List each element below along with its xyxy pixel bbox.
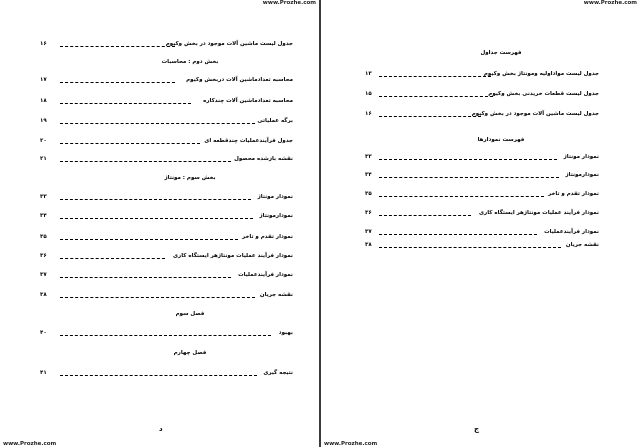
entry-page: ۴۰ (40, 330, 47, 336)
toc-entry (365, 111, 599, 119)
entry-label: نمودار تقدم و تاخر (242, 234, 293, 240)
toc-entry (40, 292, 293, 300)
section-heading: بخش سوم : مونتاژ (164, 175, 216, 181)
entry-label: بهبود (278, 330, 293, 336)
dot-leader (60, 123, 255, 124)
entry-label: محاسبه تعدادماشین آلات چندکاره (203, 98, 293, 104)
entry-page: ۱۸ (40, 98, 47, 104)
dot-leader (379, 215, 471, 216)
dot-leader (379, 234, 537, 235)
entry-label: نتیجه گیری (263, 370, 293, 376)
toc-entry (40, 156, 293, 164)
toc-entry (365, 71, 599, 79)
dot-leader (60, 46, 175, 47)
toc-entry (40, 98, 293, 106)
entry-page: ۲۰ (40, 138, 47, 144)
entry-label: برگه عملیاتی (257, 118, 293, 124)
entry-page: ۳۷ (40, 272, 47, 278)
list-of-tables-heading: فهرست جداول (480, 50, 522, 56)
entry-page: ۱۳ (365, 71, 372, 77)
entry-page: ۳۴ (365, 172, 372, 178)
dot-leader (60, 82, 175, 83)
dot-leader (379, 247, 561, 248)
site-watermark-bottom: www.Prozhe.com (3, 441, 57, 447)
entry-label: نمودار مونتاژ (257, 194, 293, 200)
dot-leader (379, 116, 481, 117)
entry-page: ۱۶ (40, 41, 47, 47)
dot-leader (60, 239, 238, 240)
entry-page: ۱۷ (40, 77, 47, 83)
entry-label: نمودار فرآیند عملیات مونتاژهر ایستگاه کاری (173, 253, 293, 259)
toc-entry (40, 118, 293, 126)
dot-leader (60, 161, 231, 162)
toc-entry (365, 242, 599, 250)
entry-label: نقشه جریان (565, 242, 599, 248)
dot-leader (60, 218, 253, 219)
entry-page: ۳۸ (365, 242, 372, 248)
left-page (0, 0, 319, 447)
entry-page: ۱۹ (40, 118, 47, 124)
toc-entry (40, 370, 293, 378)
entry-page: ۳۶ (40, 253, 47, 259)
entry-label: نمودار تقدم و تاخر (548, 191, 599, 197)
site-watermark-top: www.Prozhe.com (583, 0, 637, 6)
entry-page: ۳۳ (40, 194, 47, 200)
entry-page: ۳۴ (40, 213, 47, 219)
dot-leader (60, 375, 257, 376)
entry-label: جدول فرآیندعملیات چندقطعه ای (204, 138, 293, 144)
entry-page: ۴۱ (40, 370, 47, 376)
entry-label: محاسبه تعدادماشین آلات دربخش وکیوم (186, 77, 293, 83)
toc-entry (40, 138, 293, 146)
entry-label: نمودارمونتاژ (259, 213, 293, 219)
toc-entry (40, 253, 293, 261)
chapter-heading: فصل سوم (175, 311, 205, 317)
entry-page: ۳۳ (365, 154, 372, 160)
entry-label: نقشه جریان (259, 292, 293, 298)
toc-entry (40, 41, 293, 49)
dot-leader (60, 335, 271, 336)
page-number: د (159, 425, 163, 433)
dot-leader (60, 199, 251, 200)
toc-entry (40, 272, 293, 280)
entry-page: ۳۸ (40, 292, 47, 298)
entry-label: نمودار فرآیندعملیات (238, 272, 293, 278)
page-number: ج (474, 425, 480, 433)
dot-leader (60, 103, 191, 104)
toc-entry (365, 210, 599, 218)
entry-page: ۳۵ (365, 191, 372, 197)
dot-leader (379, 177, 559, 178)
toc-entry (365, 172, 599, 180)
toc-entry (40, 234, 293, 242)
entry-label: جدول لیست مواداولیه ومونتاژ بخش وکیوم (483, 71, 599, 77)
dot-leader (379, 196, 544, 197)
toc-entry (40, 213, 293, 221)
entry-label: جدول لیست قطعات خریدنی بخش وکیوم (488, 91, 599, 97)
toc-entry (365, 191, 599, 199)
site-watermark-top: www.Prozhe.com (262, 0, 316, 6)
right-page (321, 0, 640, 447)
dot-leader (379, 76, 491, 77)
entry-label: جدول لیست ماشین آلات موجود در بخش وکیوم (165, 41, 293, 47)
toc-entry (40, 77, 293, 85)
toc-entry (40, 194, 293, 202)
entry-page: ۳۶ (365, 210, 372, 216)
toc-entry (365, 91, 599, 99)
entry-page: ۲۱ (40, 156, 47, 162)
site-watermark-bottom: www.Prozhe.com (324, 441, 378, 447)
toc-entry (365, 229, 599, 237)
dot-leader (379, 96, 493, 97)
chapter-heading: فصل چهارم (173, 350, 207, 356)
entry-label: جدول لیست ماشین آلات موجود در بخش وکیوم (471, 111, 599, 117)
dot-leader (60, 297, 255, 298)
entry-label: نمودارمونتاژ (565, 172, 599, 178)
entry-page: ۳۷ (365, 229, 372, 235)
dot-leader (60, 258, 165, 259)
entry-label: نمودار فرآیند عملیات مونتاژهر ایستگاه کاری (479, 210, 599, 216)
section-heading: بخش دوم : محاسبات (161, 59, 219, 65)
list-of-charts-heading: فهرست نمودارها (477, 137, 525, 143)
toc-entry (365, 154, 599, 162)
dot-leader (60, 143, 200, 144)
entry-page: ۳۵ (40, 234, 47, 240)
entry-label: نقشه بازشده محصول (234, 156, 293, 162)
entry-label: نمودار فرآیندعملیات (544, 229, 599, 235)
entry-page: ۱۵ (365, 91, 372, 97)
toc-entry (40, 330, 293, 338)
entry-label: نمودار مونتاژ (563, 154, 599, 160)
dot-leader (60, 277, 231, 278)
dot-leader (379, 159, 557, 160)
entry-page: ۱۶ (365, 111, 372, 117)
